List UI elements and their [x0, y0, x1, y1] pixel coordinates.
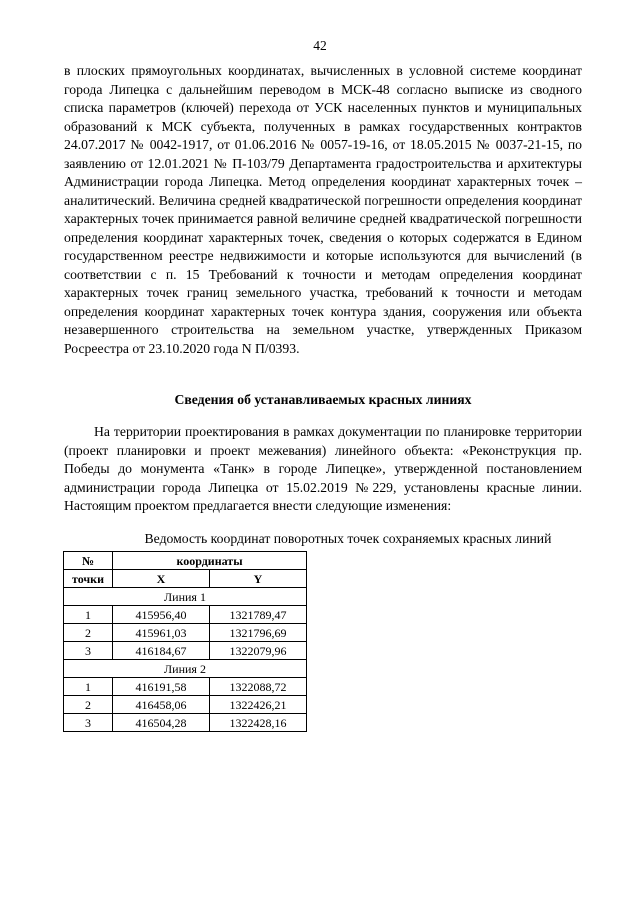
cell-num: 3	[64, 714, 113, 732]
header-coordinates: координаты	[113, 552, 307, 570]
cell-num: 2	[64, 696, 113, 714]
table-header-row	[64, 570, 307, 588]
header-num-line1: №	[64, 552, 113, 570]
group-row	[64, 588, 307, 606]
table-row	[64, 696, 307, 714]
cell-x: 416191,58	[113, 678, 210, 696]
table-header-row	[64, 552, 307, 570]
cell-y: 1321789,47	[210, 606, 307, 624]
page-number: 42	[313, 38, 327, 53]
table-row	[64, 678, 307, 696]
header-x: X	[113, 570, 210, 588]
table-row	[64, 642, 307, 660]
table-row	[64, 624, 307, 642]
cell-x: 416184,67	[113, 642, 210, 660]
table-row	[64, 714, 307, 732]
cell-num: 3	[64, 642, 113, 660]
cell-y: 1322426,21	[210, 696, 307, 714]
body-paragraph-2: На территории проектирования в рамках документации по планировке территории (проект планировки и проект межевания) линейного объекта: «Реконструкция пр. Победы до монумента «Танк» в городе Липецке», утвержденной постановлением администрации города Липецка от 15.02.2019 №229, установлены красные линии. Настоящим проектом предлагается внести следующие изменения:	[64, 424, 582, 513]
cell-y: 1321796,69	[210, 624, 307, 642]
cell-num: 1	[64, 606, 113, 624]
cell-x: 415961,03	[113, 624, 210, 642]
cell-y: 1322079,96	[210, 642, 307, 660]
table-body	[64, 588, 307, 732]
group-row	[64, 660, 307, 678]
table-row	[64, 606, 307, 624]
table-caption: Ведомость координат поворотных точек сохраняемых красных линий	[144, 531, 552, 546]
cell-num: 1	[64, 678, 113, 696]
coordinates-table	[63, 551, 307, 732]
cell-x: 415956,40	[113, 606, 210, 624]
cell-y: 1322428,16	[210, 714, 307, 732]
group-label: Линия 1	[64, 588, 307, 606]
cell-x: 416458,06	[113, 696, 210, 714]
cell-y: 1322088,72	[210, 678, 307, 696]
header-y: Y	[210, 570, 307, 588]
cell-num: 2	[64, 624, 113, 642]
cell-x: 416504,28	[113, 714, 210, 732]
header-num-line2: точки	[64, 570, 113, 588]
group-label: Линия 2	[64, 660, 307, 678]
body-paragraph-1: в плоских прямоугольных координатах, вычисленных в условной системе координат города Липецка с дальнейшим переводом в МСК-48 согласно выписке из сводного списка параметров (ключей) перехода от УСК населенных пунктов и муниципальных образований к МСК субъекта, полученных в рамках государственных контрактов 24.07.2017 № 0042-1917, от 01.06.2016 № 0057-19-16, от 18.05.2015 № 0037-21-15, по заявлению от 12.01.2021 № П-103/79 Департамента градостроительства и архитектуры Администрации города Липецка. Метод определения координат характерных точек – аналитический. Величина средней квадратической погрешности определения координат характерных точек принимается равной величине средней квадратической погрешности определения координат характерных точек, сведения о которых содержатся в Едином государственном реестре недвижимости и которые используются для вычислений (в соответствии с п. 15 Требований к точности и методам определения координат характерных точек границ земельного участка, требований к точности и методам определения координат характерных точек контура здания, сооружения или объекта незавершенного строительства на земельном участке, утвержденных Приказом Росреестра от 23.10.2020 года N П/0393.	[64, 63, 582, 356]
section-heading: Сведения об устанавливаемых красных линиях	[174, 392, 472, 407]
